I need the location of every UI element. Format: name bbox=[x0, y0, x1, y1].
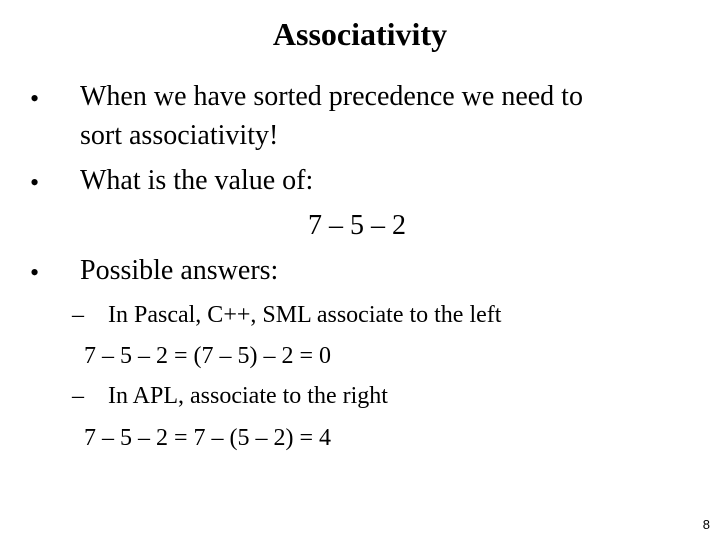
slide-title: Associativity bbox=[272, 16, 448, 52]
bullet-2-expression: 7 – 5 – 2 bbox=[308, 210, 406, 241]
bullet-2-line-1: What is the value of: bbox=[80, 165, 314, 196]
bullet-3-line-1: Possible answers: bbox=[80, 255, 279, 286]
dash-icon: – bbox=[72, 302, 84, 328]
bullet-icon: • bbox=[30, 258, 40, 287]
sub-item-1-text: In Pascal, C++, SML associate to the left bbox=[108, 302, 502, 328]
page-number: 8 bbox=[702, 517, 710, 532]
sub-item-1-example: 7 – 5 – 2 = (7 – 5) – 2 = 0 bbox=[84, 343, 332, 369]
sub-item-2-example: 7 – 5 – 2 = 7 – (5 – 2) = 4 bbox=[84, 425, 332, 451]
bullet-icon: • bbox=[30, 168, 40, 197]
bullet-icon: • bbox=[30, 84, 40, 113]
bullet-1-line-1: When we have sorted precedence we need to bbox=[80, 81, 583, 112]
sub-item-2-text: In APL, associate to the right bbox=[108, 383, 388, 409]
dash-icon: – bbox=[72, 383, 84, 409]
bullet-1-line-2: sort associativity! bbox=[80, 120, 279, 151]
